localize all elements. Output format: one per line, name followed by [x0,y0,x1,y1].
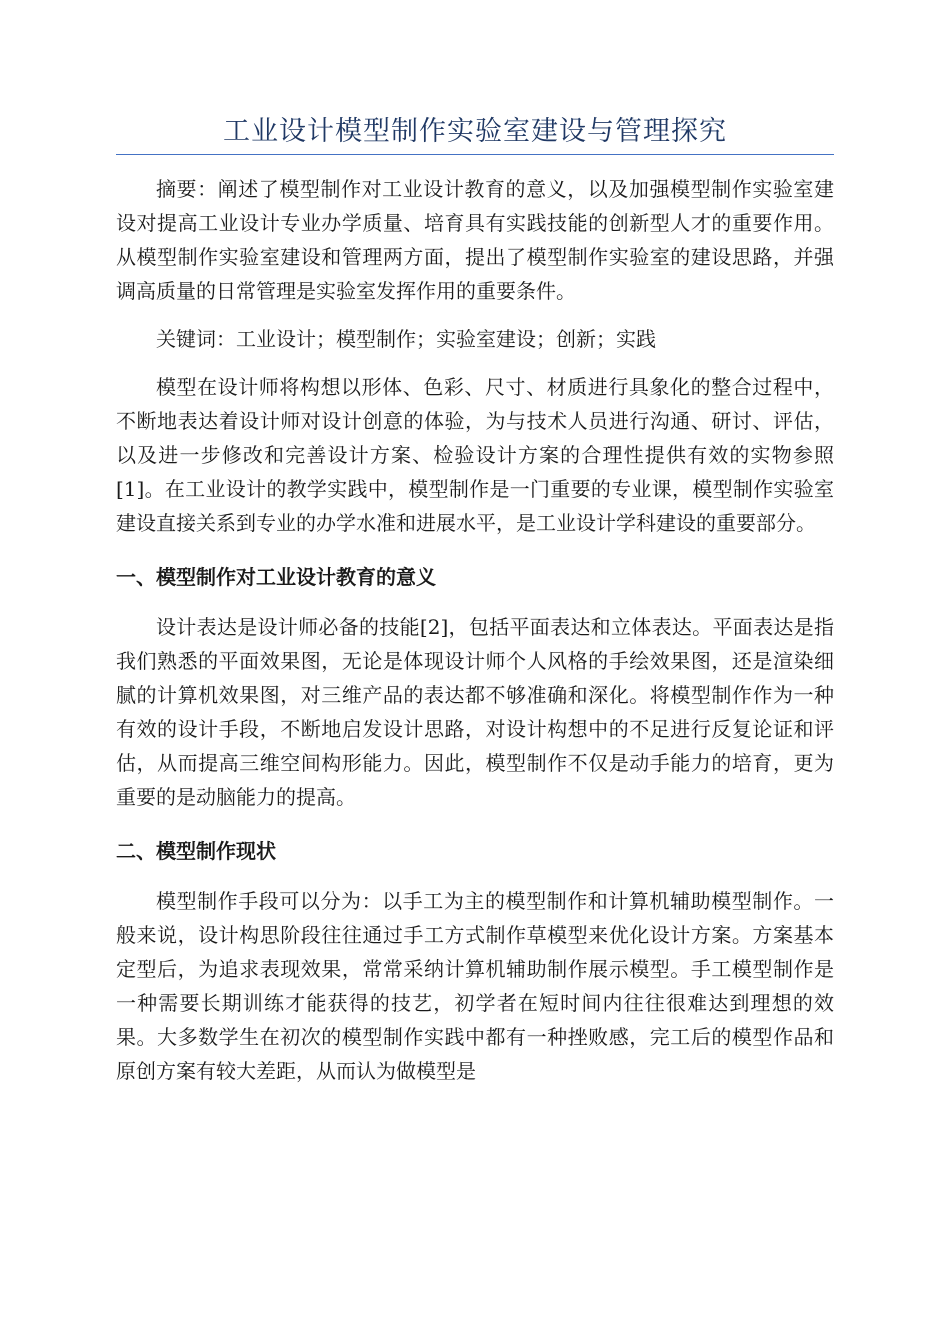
keywords-paragraph: 关键词：工业设计；模型制作；实验室建设；创新；实践 [156,327,656,351]
document-body [116,172,834,1102]
section-2-heading: 二、模型制作现状 [116,839,276,863]
section-1-paragraph: 设计表达是设计师必备的技能[2]，包括平面表达和立体表达。平面表达是指我们熟悉的平面效果图，无论是体现设计师个人风格的手绘效果图，还是渲染细腻的计算机效果图，对三维产品的表达都不够准确和深化。将模型制作作为一种有效的设计手段，不断地启发设计思路，对设计构想中的不足进行反复论证和评估，从而提高三维空间构形能力。因此，模型制作不仅是动手能力的培育，更为重要的是动脑能力的提高。 [116,615,834,809]
abstract-paragraph: 摘要：阐述了模型制作对工业设计教育的意义，以及加强模型制作实验室建设对提高工业设计专业办学质量、培育具有实践技能的创新型人才的重要作用。从模型制作实验室建设和管理两方面，提出了模型制作实验室的建设思路，并强调高质量的日常管理是实验室发挥作用的重要条件。 [116,177,834,303]
section-2-paragraph: 模型制作手段可以分为：以手工为主的模型制作和计算机辅助模型制作。一般来说，设计构思阶段往往通过手工方式制作草模型来优化设计方案。方案基本定型后，为追求表现效果，常常采纳计算机辅助制作展示模型。手工模型制作是一种需要长期训练才能获得的技艺，初学者在短时间内往往很难达到理想的效果。大多数学生在初次的模型制作实践中都有一种挫败感，完工后的模型作品和原创方案有较大差距，从而认为做模型是 [116,889,834,1083]
section-1-heading: 一、模型制作对工业设计教育的意义 [116,565,436,589]
title-underline [116,154,834,155]
page-title: 工业设计模型制作实验室建设与管理探究 [223,116,727,147]
intro-paragraph: 模型在设计师将构想以形体、色彩、尺寸、材质进行具象化的整合过程中，不断地表达着设计师对设计创意的体验，为与技术人员进行沟通、研讨、评估，以及进一步修改和完善设计方案、检验设计方案的合理性提供有效的实物参照[1]。在工业设计的教学实践中，模型制作是一门重要的专业课，模型制作实验室建设直接关系到专业的办学水准和进展水平，是工业设计学科建设的重要部分。 [116,375,834,535]
